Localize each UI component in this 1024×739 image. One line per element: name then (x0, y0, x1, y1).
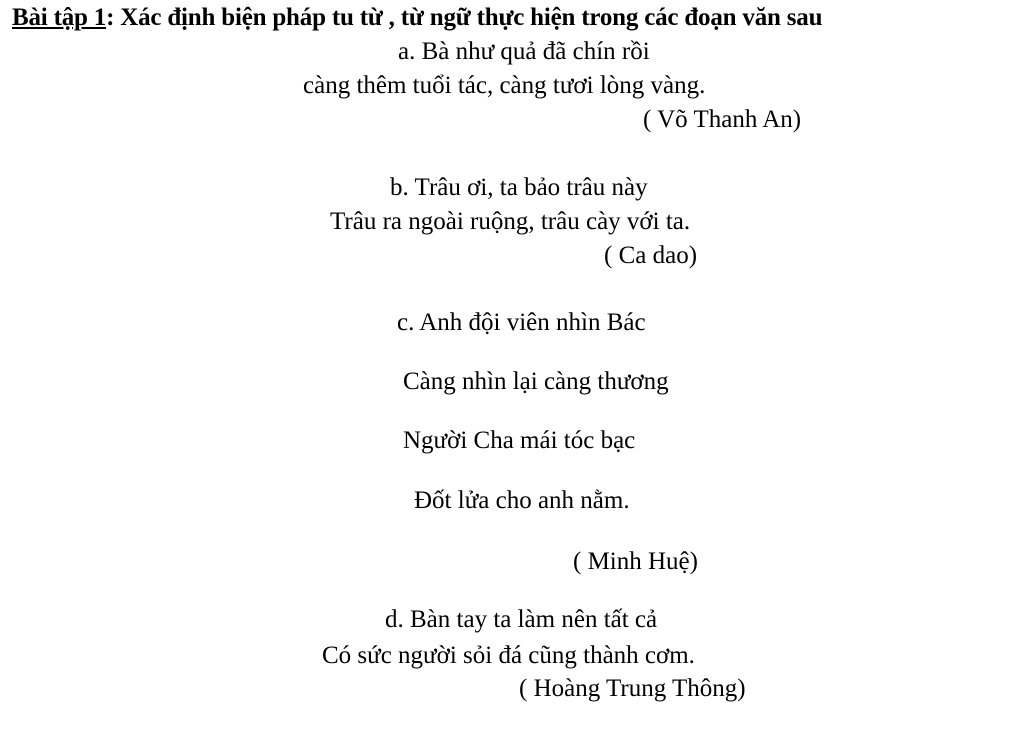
exercise-instruction: Xác định biện pháp tu từ , từ ngữ thực hiện trong các đoạn văn sau (120, 4, 823, 31)
poem-a-line-1: a. Bà như quả đã chín rồi (398, 38, 650, 65)
heading-separator: : (106, 4, 121, 31)
poem-b-line-2: Trâu ra ngoài ruộng, trâu cày với ta. (330, 208, 691, 235)
poem-a-source: ( Võ Thanh An) (643, 106, 802, 133)
poem-c-line-4: Đốt lửa cho anh nằm. (414, 487, 630, 514)
poem-d-line-2: Có sức người sỏi đá cũng thành cơm. (322, 642, 695, 669)
poem-d-source: ( Hoàng Trung Thông) (519, 675, 746, 702)
poem-c-line-2: Càng nhìn lại càng thương (403, 368, 669, 395)
poem-a-line-2: càng thêm tuổi tác, càng tươi lòng vàng. (303, 72, 706, 99)
poem-c-line-1: c. Anh đội viên nhìn Bác (397, 309, 646, 336)
poem-c-line-3: Người Cha mái tóc bạc (403, 427, 636, 454)
poem-d-line-1: d. Bàn tay ta làm nên tất cả (385, 606, 658, 633)
poem-c-source: ( Minh Huệ) (573, 548, 698, 575)
exercise-heading (12, 4, 822, 32)
poem-b-line-1: b. Trâu ơi, ta bảo trâu này (390, 174, 648, 201)
exercise-label: Bài tập 1 (12, 4, 107, 31)
poem-b-source: ( Ca dao) (604, 242, 698, 269)
